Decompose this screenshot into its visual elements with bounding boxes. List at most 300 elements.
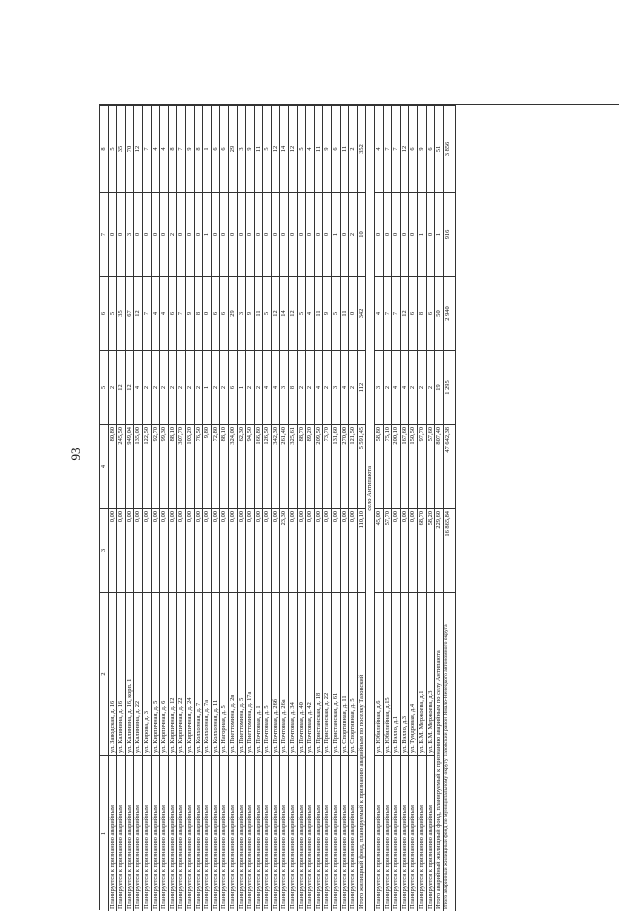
table-cell: 166,80 [255, 424, 263, 508]
table-cell: 6 [427, 276, 435, 350]
table-cell: 11 [341, 276, 349, 350]
table-row [341, 105, 350, 911]
table-cell: 0 [409, 192, 417, 276]
table-cell: 1 [238, 350, 246, 424]
table-cell: Планируется к признанию аварийным [255, 755, 263, 911]
table-cell: ул. Почтовая, д. 1 [255, 592, 263, 755]
table-cell: 0 [306, 192, 314, 276]
table-cell: 12 [272, 105, 280, 192]
table-cell: Планируется к признанию аварийным [298, 755, 306, 911]
table-cell: 6 [220, 105, 228, 192]
table-row [212, 105, 221, 911]
table-cell: 0 [186, 192, 194, 276]
table-cell: ул. Кирпичная, д. 22 [177, 592, 185, 755]
table-cell: 0 [177, 192, 185, 276]
table-row [306, 105, 315, 911]
table-cell: 2 [177, 350, 185, 424]
table-row [109, 105, 118, 911]
table-cell: 0 [117, 192, 125, 276]
table-cell: Планируется к признанию аварийным [375, 755, 383, 911]
table-cell: ул. Спортивная, д. 5 [349, 592, 357, 755]
table-cell: 1 [203, 192, 211, 276]
table-cell: 167,60 [401, 424, 409, 508]
table-cell: 0,00 [409, 508, 417, 592]
table-cell: 75,10 [384, 424, 392, 508]
group1-rows [109, 105, 358, 911]
table-cell: 11 [315, 276, 323, 350]
table-cell: ул. Пиеттомина, д. 17а [246, 592, 254, 755]
table-cell: 0,00 [306, 508, 314, 592]
table-cell: 0,00 [229, 508, 237, 592]
table-row [134, 105, 143, 911]
table-cell: 5 [109, 276, 117, 350]
table-cell: 4 [152, 105, 160, 192]
table-cell: 0,00 [195, 508, 203, 592]
table-cell: 6 [409, 105, 417, 192]
table-row [272, 105, 281, 911]
table-cell: Планируется к признанию аварийным [341, 755, 349, 911]
table-cell: 76,50 [195, 424, 203, 508]
table-row [392, 105, 401, 911]
table-cell: 135,00 [134, 424, 142, 508]
total-row-tazovsky [358, 105, 367, 911]
table-row [246, 105, 255, 911]
table-row [255, 105, 264, 911]
table-cell: Планируется к признанию аварийным [177, 755, 185, 911]
table-cell: 35 [117, 276, 125, 350]
table-cell: 73,70 [323, 424, 331, 508]
table-cell: 6 [427, 105, 435, 192]
table-cell: 5 [298, 105, 306, 192]
table-cell: 342,30 [272, 424, 280, 508]
table-cell: 2 [212, 350, 220, 424]
table-cell: ул. Пристанская, д. 61 [332, 592, 340, 755]
table-cell: Итого аварийный жилищный фонд, планируемый к признанию аварийным по селу Антипаюта [435, 592, 443, 911]
table-cell: Планируется к признанию аварийным [315, 755, 323, 911]
table-row [418, 105, 427, 911]
table-cell: 209,50 [315, 424, 323, 508]
table-cell: 0,00 [315, 508, 323, 592]
table-cell: 51 [435, 105, 443, 192]
section-row [366, 105, 375, 911]
table-cell: 2 [186, 350, 194, 424]
table-cell: 6 [229, 350, 237, 424]
table-row [427, 105, 436, 911]
header-cell: 4 [100, 424, 108, 508]
table-cell: 0 [298, 192, 306, 276]
table-cell: ул. Юбилейная, д.15 [384, 592, 392, 755]
table-cell: 2 940 [444, 276, 455, 350]
header-cell: 7 [100, 192, 108, 276]
table-cell: Планируется к признанию аварийным [212, 755, 220, 911]
table-row [143, 105, 152, 911]
table-cell: 6 [212, 276, 220, 350]
table-cell: 67 [126, 276, 134, 350]
table-cell: Планируется к признанию аварийным [323, 755, 331, 911]
table-row [280, 105, 289, 911]
table-row [152, 105, 161, 911]
table-cell: 126,50 [263, 424, 271, 508]
table-cell: 97,70 [418, 424, 426, 508]
table-cell: 4 [134, 350, 142, 424]
table-row [229, 105, 238, 911]
table-cell: 1 [203, 350, 211, 424]
table-cell: 8 [195, 276, 203, 350]
table-cell: 14 [280, 276, 288, 350]
table-cell: ул. Вэлло, д.3 [401, 592, 409, 755]
table-cell: Планируется к признанию аварийным [384, 755, 392, 911]
table-cell: ул. Вэлло, д.1 [392, 592, 400, 755]
table-cell: Планируется к признанию аварийным [401, 755, 409, 911]
table-cell: Планируется к признанию аварийным [272, 755, 280, 911]
rotated-table-sheet [99, 104, 619, 910]
table-cell: 0,00 [401, 508, 409, 592]
table-cell: 6 [220, 276, 228, 350]
table-cell: ул. Колхозная, д. 7 [195, 592, 203, 755]
table-cell: 10 [358, 192, 366, 276]
table-cell: ул. Пристанская, д. 22 [323, 592, 331, 755]
table-cell: Планируется к признанию аварийным [203, 755, 211, 911]
table-cell: 200,10 [392, 424, 400, 508]
table-cell: 92,70 [152, 424, 160, 508]
table-cell: 2 [418, 350, 426, 424]
table-cell: 57,70 [384, 508, 392, 592]
table-cell: ул. Колхозная, д. 7а [203, 592, 211, 755]
table-cell: 0,00 [323, 508, 331, 592]
table-row [160, 105, 169, 911]
table-cell: 0,00 [392, 508, 400, 592]
table-cell: 2 [323, 350, 331, 424]
table-cell: 4 [152, 276, 160, 350]
table-cell: Планируется к признанию аварийным [109, 755, 117, 911]
table-cell: 0 [246, 192, 254, 276]
table-cell: 8 [289, 350, 297, 424]
table-cell: 0,00 [212, 508, 220, 592]
table-cell: 4 [160, 105, 168, 192]
table-cell: Планируется к признанию аварийным [220, 755, 228, 911]
table-header-row [100, 105, 109, 911]
table-cell: 5 [263, 105, 271, 192]
table-row [203, 105, 212, 911]
table-row [220, 105, 229, 911]
table-cell: 229,60 [435, 508, 443, 592]
table-cell: 5 [332, 276, 340, 350]
table-cell: 1 [203, 105, 211, 192]
table-cell: Планируется к признанию аварийным [195, 755, 203, 911]
table-row [289, 105, 298, 911]
table-cell: 949,04 [126, 424, 134, 508]
table-row [323, 105, 332, 911]
table-cell: 47 642,38 [444, 424, 455, 508]
table-cell: 70 [126, 105, 134, 192]
table-cell: ул. Пиеттомина, д. 5 [238, 592, 246, 755]
table-cell: ул. Спортивная, д. 11 [341, 592, 349, 755]
table-cell: 88,10 [169, 424, 177, 508]
table-cell: 3 [332, 350, 340, 424]
table-cell: 23,30 [280, 508, 288, 592]
table-cell: 2 [143, 350, 151, 424]
table-cell: 14 [280, 105, 288, 192]
table-cell: 2 [160, 350, 168, 424]
table-cell: 4 [401, 350, 409, 424]
table-cell: 0 [375, 192, 383, 276]
table-cell: 2 [195, 350, 203, 424]
table-cell: 29 [229, 276, 237, 350]
table-cell: 50 [435, 276, 443, 350]
table-cell: 0 [315, 192, 323, 276]
table-cell: ул. Кирпичная, д. 12 [169, 592, 177, 755]
table-cell: 9 [186, 276, 194, 350]
table-cell: 9,80 [203, 424, 211, 508]
table-cell: 0,00 [272, 508, 280, 592]
table-cell: 0,00 [289, 508, 297, 592]
table-cell: 2 [349, 105, 357, 192]
table-cell: 0 [212, 192, 220, 276]
table-cell: 0,00 [238, 508, 246, 592]
table-cell: 4 [306, 105, 314, 192]
table-row [401, 105, 410, 911]
table-cell: 0 [427, 192, 435, 276]
table-cell: 4 [263, 350, 271, 424]
table-cell: 4 [306, 276, 314, 350]
table-cell: 0,00 [117, 508, 125, 592]
table-cell: Планируется к признанию аварийным [392, 755, 400, 911]
table-cell: 6 [212, 105, 220, 192]
table-row [332, 105, 341, 911]
table-cell: 12 [401, 105, 409, 192]
table-cell: 0,00 [126, 508, 134, 592]
table-cell: 0 [263, 192, 271, 276]
table-cell: 2 [152, 350, 160, 424]
table-row [298, 105, 307, 911]
table-cell: 0 [341, 192, 349, 276]
table-cell: 8 [418, 276, 426, 350]
table-cell: 1 295 [444, 350, 455, 424]
table-cell: 7 [392, 276, 400, 350]
table-cell: 57,60 [427, 424, 435, 508]
table-cell: 2 [169, 192, 177, 276]
table-cell: 62,30 [238, 424, 246, 508]
table-cell: ул. Нагорная, д. 5 [220, 592, 228, 755]
table-cell: 11 [255, 105, 263, 192]
table-row [409, 105, 418, 911]
table-cell: 352 [358, 105, 366, 192]
table-cell: Планируется к признанию аварийным [117, 755, 125, 911]
table-cell: 3 [238, 105, 246, 192]
table-cell: 0 [109, 192, 117, 276]
table-cell: 7 [177, 105, 185, 192]
table-cell: 0 [255, 192, 263, 276]
table-cell: ул. Пиеттомина, д. 2в [229, 592, 237, 755]
table-cell: 12 [134, 105, 142, 192]
table-cell: 103,20 [186, 424, 194, 508]
table-cell: 3 [126, 192, 134, 276]
table-cell: 94,50 [246, 424, 254, 508]
table-cell: 12 [272, 276, 280, 350]
table-cell: 35 [117, 105, 125, 192]
table-cell: 7 [392, 105, 400, 192]
table-cell: 112 [358, 350, 366, 424]
table-cell: 0 [323, 192, 331, 276]
table-cell: 245,50 [117, 424, 125, 508]
table-row [169, 105, 178, 911]
table-row [195, 105, 204, 911]
table-cell: 0 [134, 192, 142, 276]
table-cell: Планируется к признанию аварийным [418, 755, 426, 911]
table-cell: 110,10 [358, 508, 366, 592]
table-cell: 9 [323, 105, 331, 192]
table-cell: 150,50 [409, 424, 417, 508]
table-cell: 12 [289, 105, 297, 192]
table-cell: 0,00 [332, 508, 340, 592]
table-cell: ул. Тундровая, д.4 [409, 592, 417, 755]
table-cell: 0,00 [255, 508, 263, 592]
table-cell: 5 [298, 276, 306, 350]
table-cell: 0 [349, 276, 357, 350]
table-cell: 7 [143, 276, 151, 350]
table-cell: ул. Калинина, д. 22 [134, 592, 142, 755]
table-row [375, 105, 384, 911]
table-cell: 2 [349, 192, 357, 276]
table-cell: 0,00 [263, 508, 271, 592]
table-cell: 2 [246, 350, 254, 424]
table-cell: Итого аварийный жилищный фонд по муниципальному округу Тазовский район Ямало-Ненецкого автономного округа [444, 592, 455, 911]
table-cell: 6 [332, 105, 340, 192]
table-cell: 16 865,84 [444, 508, 455, 592]
table-cell: 0,00 [134, 508, 142, 592]
table-cell: 5 591,45 [358, 424, 366, 508]
table-cell: 122,50 [143, 424, 151, 508]
table-cell: ул. Кирпичная, д. 24 [186, 592, 194, 755]
table-cell: 9 [323, 276, 331, 350]
table-cell: 2 [109, 350, 117, 424]
table-cell: 1 [435, 192, 443, 276]
table-cell: Планируется к признанию аварийным [332, 755, 340, 911]
table-cell: 2 [298, 350, 306, 424]
table-cell: 11 [341, 105, 349, 192]
table-cell: 807,40 [435, 424, 443, 508]
table-cell: 5 [109, 105, 117, 192]
header-cell: 2 [100, 592, 108, 755]
table-cell: 0 [384, 192, 392, 276]
table-row [177, 105, 186, 911]
table-row [126, 105, 135, 911]
table-cell: 8 [169, 105, 177, 192]
table-cell: 2 [409, 350, 417, 424]
table-cell: 0 [152, 192, 160, 276]
table-cell: 0,00 [341, 508, 349, 592]
table-cell: 0 [272, 192, 280, 276]
table-row [263, 105, 272, 911]
table-cell: 0 [289, 192, 297, 276]
table-cell: Планируется к признанию аварийным [238, 755, 246, 911]
header-cell: 3 [100, 508, 108, 592]
table-cell: Планируется к признанию аварийным [169, 755, 177, 911]
table-cell: 0 [220, 192, 228, 276]
table-cell: Планируется к признанию аварийным [289, 755, 297, 911]
table-cell: ул. Кирова, д. 3 [143, 592, 151, 755]
table-cell: ул. Почтовая, д. 34 [289, 592, 297, 755]
page-number: 93 [68, 447, 83, 461]
table-cell: 2 [384, 350, 392, 424]
table-cell: 5 [263, 276, 271, 350]
table-cell: 121,50 [349, 424, 357, 508]
table-cell: Планируется к признанию аварийным [427, 755, 435, 911]
table-cell: Планируется к признанию аварийным [263, 755, 271, 911]
header-cell: 5 [100, 350, 108, 424]
table-cell: 270,00 [341, 424, 349, 508]
table-cell: 0 [143, 192, 151, 276]
table-cell: 19 [435, 350, 443, 424]
table-cell: Планируется к признанию аварийным [126, 755, 134, 911]
table-cell: 99,30 [160, 424, 168, 508]
table-cell: ул. Заводская, д. 16 [109, 592, 117, 755]
table-row [238, 105, 247, 911]
table-cell: 325,61 [289, 424, 297, 508]
table-cell: 8 [195, 105, 203, 192]
table-cell: ул. Калинина, д. 16 [117, 592, 125, 755]
table-cell: 4 [341, 350, 349, 424]
table-cell: ул. Почтовая, д. 42 [306, 592, 314, 755]
table-cell: 72,80 [212, 424, 220, 508]
table-cell: ул. Б.М. Мержоева, д.1 [418, 592, 426, 755]
table-cell: Планируется к признанию аварийным [280, 755, 288, 911]
table-cell: 9 [186, 105, 194, 192]
group2-rows [375, 105, 435, 911]
table-cell: 0,00 [160, 508, 168, 592]
table-cell: 2 [255, 350, 263, 424]
table-cell: Планируется к признанию аварийным [186, 755, 194, 911]
table-cell: 2 [220, 350, 228, 424]
table-cell: 0 [203, 276, 211, 350]
table-cell: 11 [255, 276, 263, 350]
table-row [315, 105, 324, 911]
table-cell: 12 [289, 276, 297, 350]
table-cell: 6 [169, 276, 177, 350]
table-cell: 2 [349, 350, 357, 424]
table-cell: 0,00 [186, 508, 194, 592]
table-cell: 2 [169, 350, 177, 424]
table-cell: 1 [332, 192, 340, 276]
table-cell: Планируется к признанию аварийным [246, 755, 254, 911]
table-cell: Планируется к признанию аварийным [229, 755, 237, 911]
table-cell: 916 [444, 192, 455, 276]
section-title: село Антипаюта [366, 105, 374, 911]
table-cell: 1 [418, 192, 426, 276]
table-cell: 0,00 [298, 508, 306, 592]
table-cell: 12 [126, 350, 134, 424]
table-cell: ул. Кирпичная, д. 5 [152, 592, 160, 755]
table-cell: 4 [375, 276, 383, 350]
table-cell: 0,00 [169, 508, 177, 592]
table-cell: ул. Почтовая, д. 40 [298, 592, 306, 755]
table-cell: 58,80 [375, 424, 383, 508]
table-cell: 2 [427, 350, 435, 424]
table-cell: 6 [409, 276, 417, 350]
table-cell: ул. Почтовая, д. 26а [280, 592, 288, 755]
table-cell: 0,00 [143, 508, 151, 592]
table-cell: Планируется к признанию аварийным [349, 755, 357, 911]
table-cell: 9 [246, 105, 254, 192]
table-cell: Планируется к признанию аварийным [143, 755, 151, 911]
table-cell: ул. Юбилейная, д.6 [375, 592, 383, 755]
table-cell: 9 [418, 105, 426, 192]
table-cell: 4 [272, 350, 280, 424]
table-cell: 131,60 [332, 424, 340, 508]
table-row [384, 105, 393, 911]
table-cell: ул. Пристанская, д. 18 [315, 592, 323, 755]
table-cell: 0,00 [220, 508, 228, 592]
